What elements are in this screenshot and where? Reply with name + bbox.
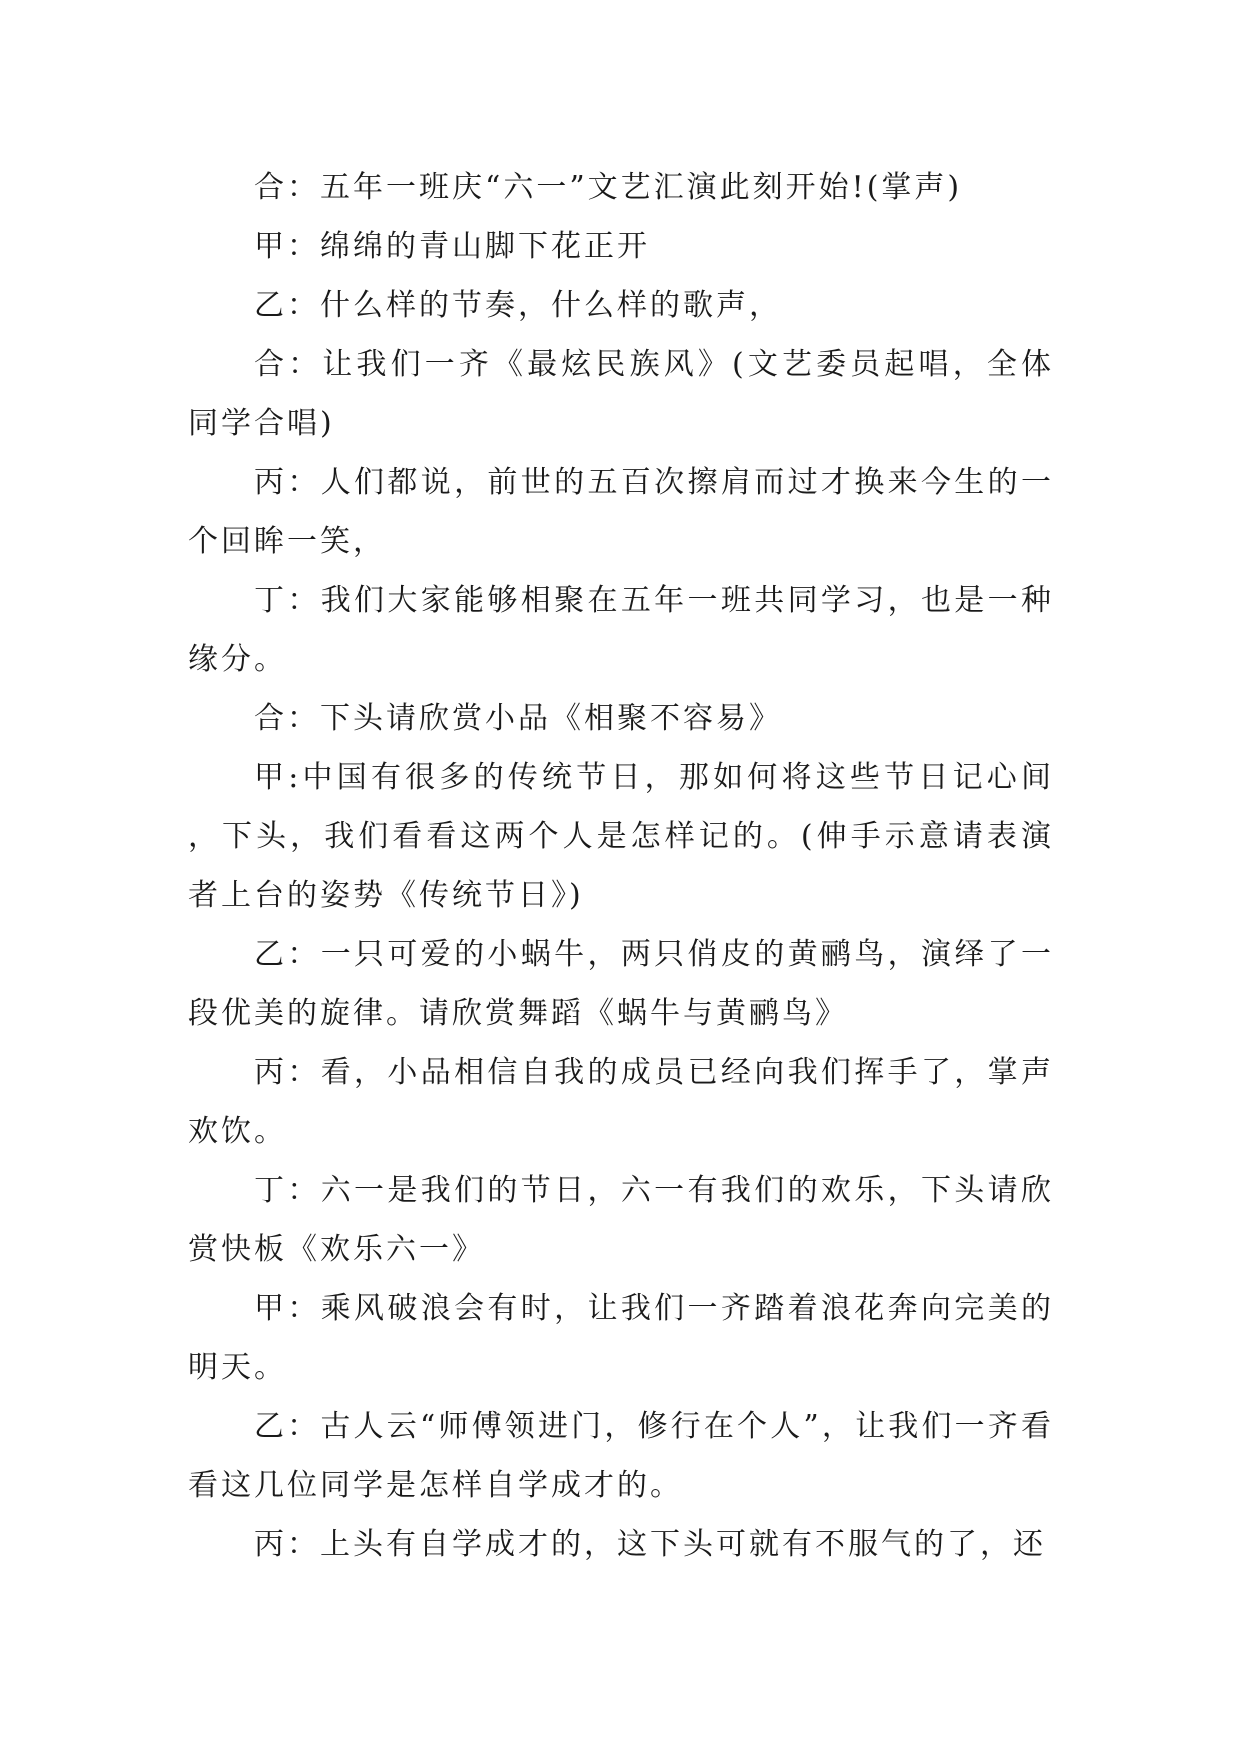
paragraph: 丁：六一是我们的节日，六一有我们的欢乐，下头请欣赏快板《欢乐六一》 [188,1173,1054,1267]
paragraph: 甲：绵绵的青山脚下花正开 [254,229,650,264]
paragraph: 合：五年一班庆“六一”文艺汇演此刻开始!(掌声) [254,170,963,205]
paragraph: 丙：上头有自学成才的，这下头可就有不服气的了，还 [254,1527,1046,1562]
paragraph: 甲:中国有很多的传统节日，那如何将这些节日记心间，下头，我们看看这两个人是怎样记的。(伸手示意请表演者上台的姿势《传统节日》) [188,760,1054,913]
paragraph: 丙：看，小品相信自我的成员已经向我们挥手了，掌声欢饮。 [188,1055,1054,1149]
paragraph: 乙：一只可爱的小蜗牛，两只俏皮的黄鹂鸟，演绎了一段优美的旋律。请欣赏舞蹈《蜗牛与黄鹂鸟》 [188,937,1054,1031]
paragraph: 丁：我们大家能够相聚在五年一班共同学习，也是一种缘分。 [188,583,1054,677]
paragraph: 合：下头请欣赏小品《相聚不容易》 [254,701,782,736]
document-body [188,158,1054,1574]
paragraph: 丙：人们都说，前世的五百次擦肩而过才换来今生的一个回眸一笑， [188,465,1054,559]
paragraph: 乙：什么样的节奏，什么样的歌声， [254,288,782,323]
paragraph: 乙：古人云“师傅领进门，修行在个人”，让我们一齐看看这几位同学是怎样自学成才的。 [188,1409,1054,1503]
paragraph: 合：让我们一齐《最炫民族风》(文艺委员起唱，全体同学合唱) [188,347,1054,441]
paragraph: 甲：乘风破浪会有时，让我们一齐踏着浪花奔向完美的明天。 [188,1291,1054,1385]
